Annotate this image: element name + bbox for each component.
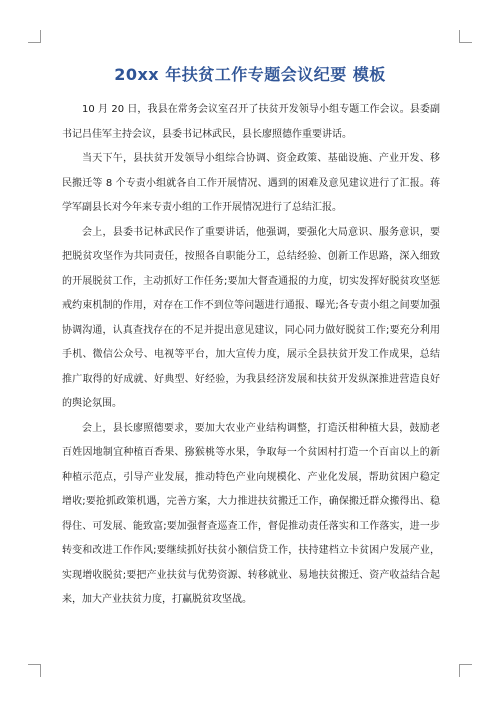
paragraph-county-mayor-requirements: 会上，县长廖照德要求，要加大农业产业结构调整，打造沃柑种植大县，鼓励老百姓因地制宜种植百香果、猕猴桃等水果，争取每一个贫困村打造一个百亩以上的新种植示范点，引导产业发展，推动特色产业向规模化、产业化发展，帮助贫困户稳定增收;要抢抓政策机遇，完善方案，大力推进扶贫搬迁工作，确保搬迁群众搬得出、稳得住、可发展、能致富;要加强督查巡查工作，督促推动责任落实和工作落实，进一步转变和改进工作作风;要继续抓好扶贫小额信贷工作，扶持建档立卡贫困户发展产业，实现增收脱贫;要把产业扶贫与优势资源、转移就业、易地扶贫搬迁、资产收益结合起来，加大产业扶贫力度，打赢脱贫攻坚战。 [62,422,440,605]
paragraph-afternoon-reports: 当天下午，县扶贫开发领导小组综合协调、资金政策、基础设施、产业开发、移民搬迁等 8 个专责小组就各自工作开展情况、遇到的困难及意见建议进行了汇报。蒋学军副县长对今年来专责小组的工作开展情况进行了总结汇报。 [62,153,440,213]
crop-mark-top-left [28,30,41,43]
paragraph-secretary-speech: 会上，县委书记林武民作了重要讲话，他强调，要强化大局意识、服务意识，要把脱贫攻坚作为共同责任，按照各自职能分工，总结经验、创新工作思路，深入细致的开展脱贫工作，主动抓好工作任务;要加大督查通报的力度，切实发挥好脱贫攻坚惩戒约束机制的作用，对存在工作不到位等问题进行通报、曝光;各专责小组之间要加强协调沟通，认真查找存在的不足并提出意见建议，同心同力做好脱贫工作;要充分利用手机、微信公众号、电视等平台，加大宣传力度，展示全县扶贫开发工作成果，总结推广取得的好成就、好典型、好经验，为我县经济发展和扶贫开发纵深推进营造良好的舆论氛围。 [62,226,440,409]
document-body [62,98,440,613]
crop-mark-top-right [459,30,472,43]
paragraph-meeting-intro: 10 月 20 日，我县在常务会议室召开了扶贫开发领导小组专题工作会议。县委副书记吕佳军主持会议，县委书记林武民，县长廖照德作重要讲话。 [62,104,440,140]
crop-mark-bottom-right [459,664,472,677]
crop-mark-bottom-left [28,664,41,677]
document-title: 20xx 年扶贫工作专题会议纪要 模板 [114,65,386,84]
